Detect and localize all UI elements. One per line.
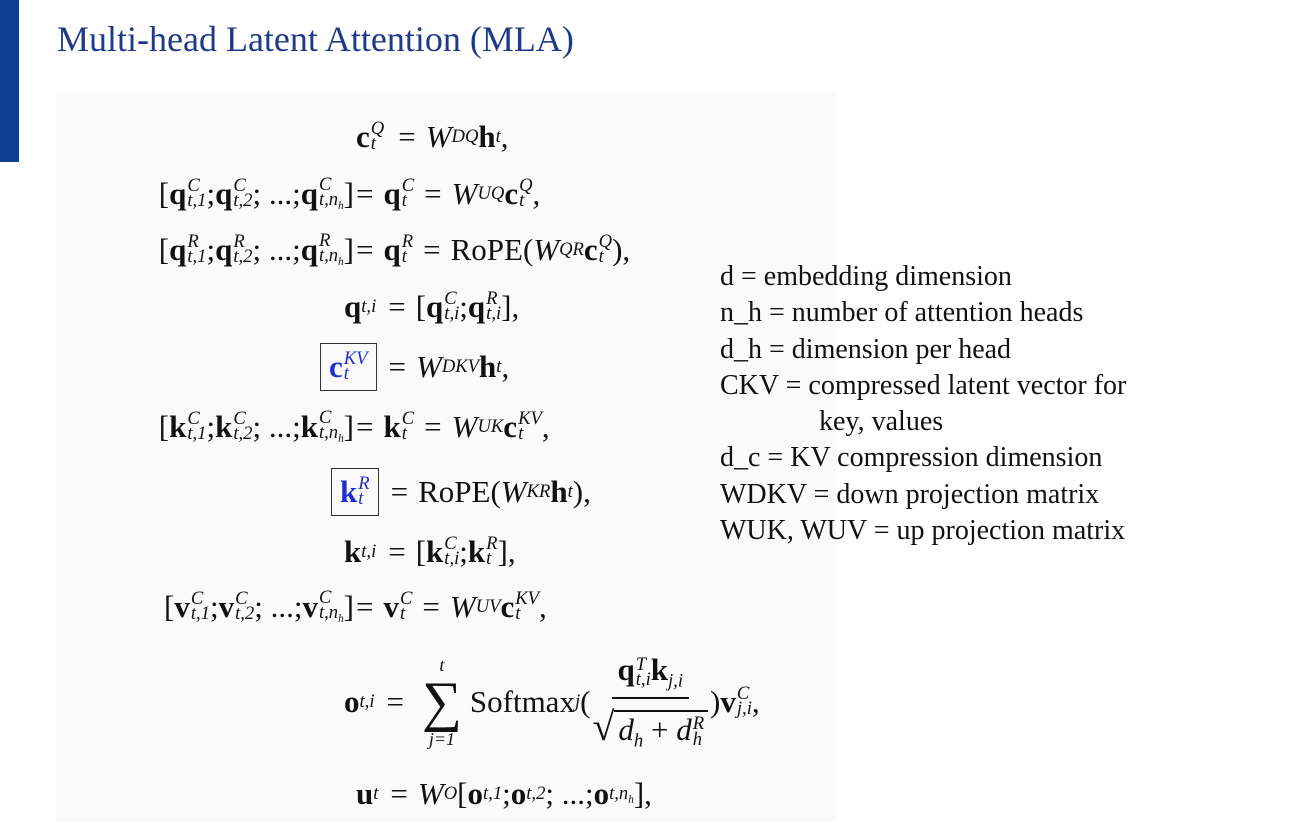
attention-fraction: q T t,i $k_{j,i}$ √ $d_h + d$ R h [592, 652, 708, 752]
summation-symbol: t ∑ j=1 [421, 655, 462, 749]
slide-title: Multi-head Latent Attention (MLA) [57, 19, 574, 59]
equation-q-concat: q t,i = [ q C t,i ; q R t,i ], [344, 288, 520, 325]
legend-item: WUK, WUV = up projection matrix [720, 515, 1126, 547]
boxed-ckv: c KV t [320, 343, 377, 391]
boxed-kr: k R t [331, 468, 379, 516]
notation-legend [720, 259, 1126, 549]
legend-item: d_c = KV compression dimension [720, 442, 1103, 474]
equation-output: o t,i = t ∑ j=1 Softmax j ( q T t,i $k_{j,i}$ √ $d_h + d$ R h ) v C j,i , [344, 652, 760, 751]
legend-item: WDKV = down projection matrix [720, 478, 1100, 510]
legend-item: n_h = number of attention heads [720, 297, 1084, 329]
equation-k-concat: k t,i = [ k C t,i ; k R t ], [344, 533, 516, 570]
equation-qc: [ q C t,1 ; q C t,2 ; ...; q C $t,n_h$ ] = q C t = W UQ c Q t , [158, 173, 541, 212]
legend-item: d = embedding dimension [720, 261, 1012, 292]
legend-item: key, values [819, 406, 944, 438]
equation-ckv: c KV t = W DKV h t , [56, 342, 836, 392]
rope-label: RoPE [450, 232, 523, 267]
accent-bar [0, 0, 19, 162]
rope-label-2: RoPE [418, 474, 491, 509]
equation-kr: k R t = RoPE ( W KR h t ), [56, 467, 836, 517]
softmax-label: Softmax [469, 684, 575, 719]
equation-u: u t = W O [ o t,1 ; o t,2 ; ...; o $t,n_h$ ], [356, 776, 652, 811]
legend-item: CKV = compressed latent vector for [720, 369, 1127, 401]
equation-kc: [ k C t,1 ; k C t,2 ; ...; k C $t,n_h$ ] = k C t = W UK c KV t , [158, 406, 550, 445]
legend-item: d_h = dimension per head [720, 333, 1012, 365]
equation-cq: c Q t = W DQ h t , [356, 118, 509, 155]
equation-vc: [ v C t,1 ; v C t,2 ; ...; v C $t,n_h$ ] = v C t = W UV c KV t , [164, 586, 547, 625]
equation-qr: [ q R t,1 ; q R t,2 ; ...; q R $t,n_h$ ] = q R t = RoPE ( W QR c Q t ), [158, 229, 631, 268]
equation-panel [56, 92, 836, 822]
